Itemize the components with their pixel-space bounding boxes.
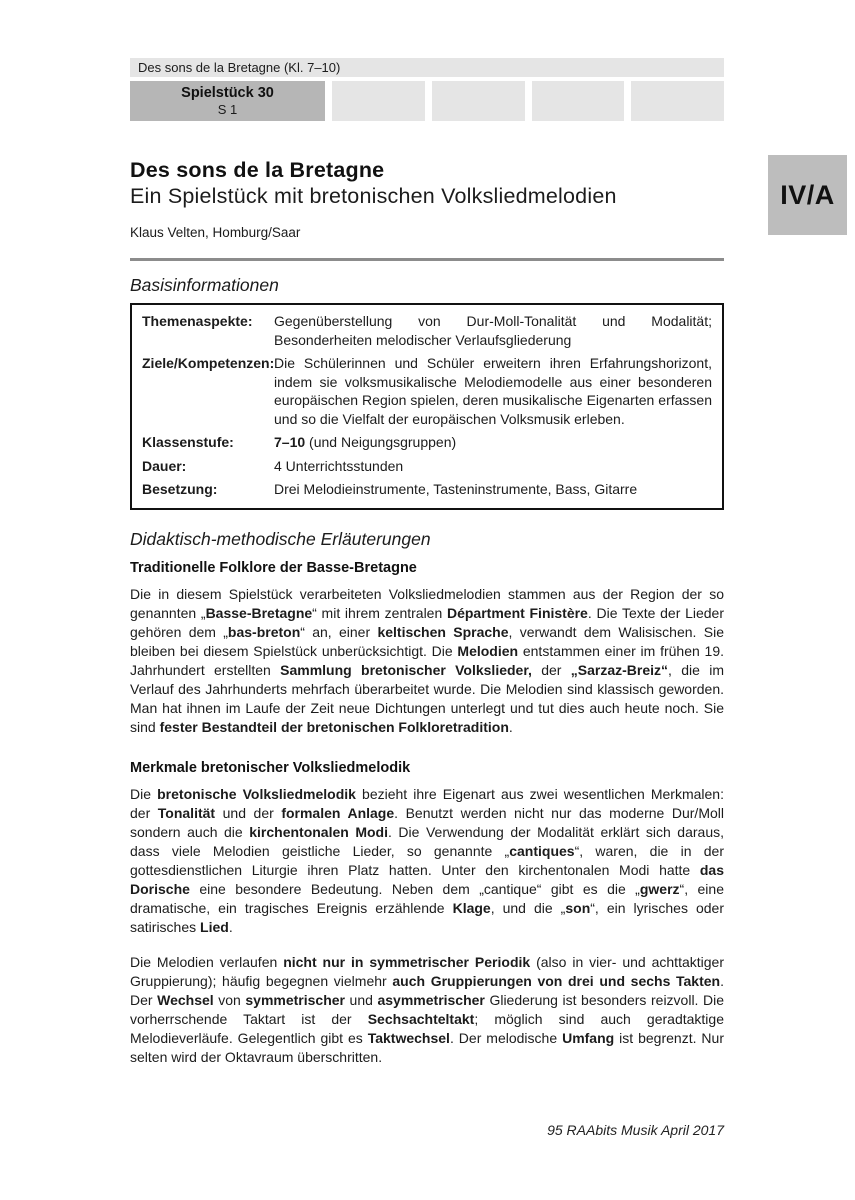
page-footer: 95 RAAbits Musik April 2017 — [547, 1122, 724, 1138]
unit-tab-page-ref: S 1 — [217, 102, 238, 117]
basis-table — [130, 303, 724, 510]
section-badge: IV/A — [768, 155, 847, 235]
row-value: 4 Unterrichtsstunden — [274, 457, 404, 474]
row-value: 7–10 (und Neigungsgruppen) — [274, 434, 457, 450]
row-label: Besetzung: — [142, 481, 218, 497]
unit-tab-placeholder-2 — [432, 81, 525, 121]
unit-tab-placeholder-3 — [532, 81, 625, 121]
didactics-heading: Didaktisch-methodische Erläuterungen — [130, 528, 431, 549]
row-label: Dauer: — [142, 457, 187, 474]
basis-heading: Basisinformationen — [130, 275, 279, 295]
row-label: Themenaspekte: — [142, 313, 253, 329]
unit-tab-title: Spielstück 30 — [181, 85, 274, 101]
page-title: Des sons de la Bretagne — [130, 158, 385, 182]
page-subtitle: Ein Spielstück mit bretonischen Volksliedmelodien — [130, 184, 617, 208]
row-value: Drei Melodieinstrumente, Tasteninstrumente, Bass, Gitarre — [274, 481, 638, 497]
table-row-klassenstufe — [142, 433, 712, 452]
table-row-themenaspekte — [142, 312, 712, 349]
row-value: Gegenüberstellung von Dur-Moll-Tonalität und Modalität; Besonderheiten melodischer Verlaufsgliederung — [274, 313, 712, 348]
paragraph-folklore: Die in diesem Spielstück verarbeiteten Volksliedmelodien stammen aus der Region der so genannten „Basse-Bretagne“ mit ihrem zentralen Départment Finistère. Die Texte der Lieder gehören dem „bas-breton“ an, einer keltischen Sprache, verwandt dem Walisischen. Sie bleiben bei diesem Spielstück unberücksichtigt. Die Melodien entstammen einer im frühen 19. Jahrhundert erstellten Sammlung bretonischer Volkslieder, der „Sarzaz-Breiz“, die im Verlauf des Jahrhunderts mehrfach überarbeitet wurde. Die Melodien sind klassisch geworden. Man hat ihnen im Laufe der Zeit neue Dichtungen unterlegt und tut dies auch heute noch. Sie sind fester Bestandteil der bretonischen Folkloretradition. — [130, 585, 725, 735]
unit-tab-placeholder-4 — [631, 81, 724, 121]
unit-tab-row — [130, 81, 724, 121]
subheading-merkmale: Merkmale bretonischer Volksliedmelodik — [130, 759, 411, 776]
divider — [130, 258, 724, 261]
row-value: Die Schülerinnen und Schüler erweitern ihren Erfahrungshorizont, indem sie volksmusikalische Melodiemodelle aus einer besonderen europäischen Region spielen, deren musikalische Eigenarten erfassen und so die Vielfalt der europäischen Volksmusik erleben. — [274, 355, 712, 427]
unit-tab-active — [130, 81, 325, 121]
subheading-folklore: Traditionelle Folklore der Basse-Bretagne — [130, 559, 417, 576]
paragraph-merkmale-2: Die Melodien verlaufen nicht nur in symmetrischer Periodik (also in vier- und achttaktiger Gruppierung); häufig begegnen vielmehr auch Gruppierungen von drei und sechs Takten. Der Wechsel von symmetrischer und asymmetrischer Gliederung ist besonders reizvoll. Die vorherrschende Taktart ist der Sechsachteltakt; möglich sind auch geradtaktige Melodieverläufe. Gelegentlich gibt es Taktwechsel. Der melodische Umfang ist begrenzt. Nur selten wird der Oktavraum überschritten. — [130, 953, 725, 1065]
kicker-label: Des sons de la Bretagne (Kl. 7–10) — [138, 60, 341, 75]
unit-tab-placeholder-1 — [332, 81, 425, 121]
table-row-ziele-kompetenzen — [142, 354, 712, 428]
table-row-dauer — [142, 457, 712, 476]
paragraph-merkmale-1: Die bretonische Volksliedmelodik bezieht ihre Eigenart aus zwei wesentlichen Merkmalen: der Tonalität und der formalen Anlage. Benutzt werden nicht nur das moderne Dur/Moll sondern auch die kirchentonalen Modi. Die Verwendung der Modalität erklärt sich daraus, dass viele Melodien geistliche Lieder, so genannte „cantiques“, waren, die in der gottesdienstlichen Liturgie ihren Platz hatten. Unter den kirchentonalen Modi hatte das Dorische eine besondere Bedeutung. Neben dem „cantique“ gibt es die „gwerz“, eine dramatische, ein tragisches Ereignis erzählende Klage, und die „son“, ein lyrisches oder satirisches Lied. — [130, 785, 725, 935]
author-line: Klaus Velten, Homburg/Saar — [130, 225, 301, 240]
row-label: Klassenstufe: — [142, 434, 234, 450]
kicker-bar — [130, 58, 724, 77]
content-column — [130, 0, 724, 1067]
table-row-besetzung — [142, 480, 712, 499]
row-label: Ziele/Kompetenzen: — [142, 355, 275, 371]
